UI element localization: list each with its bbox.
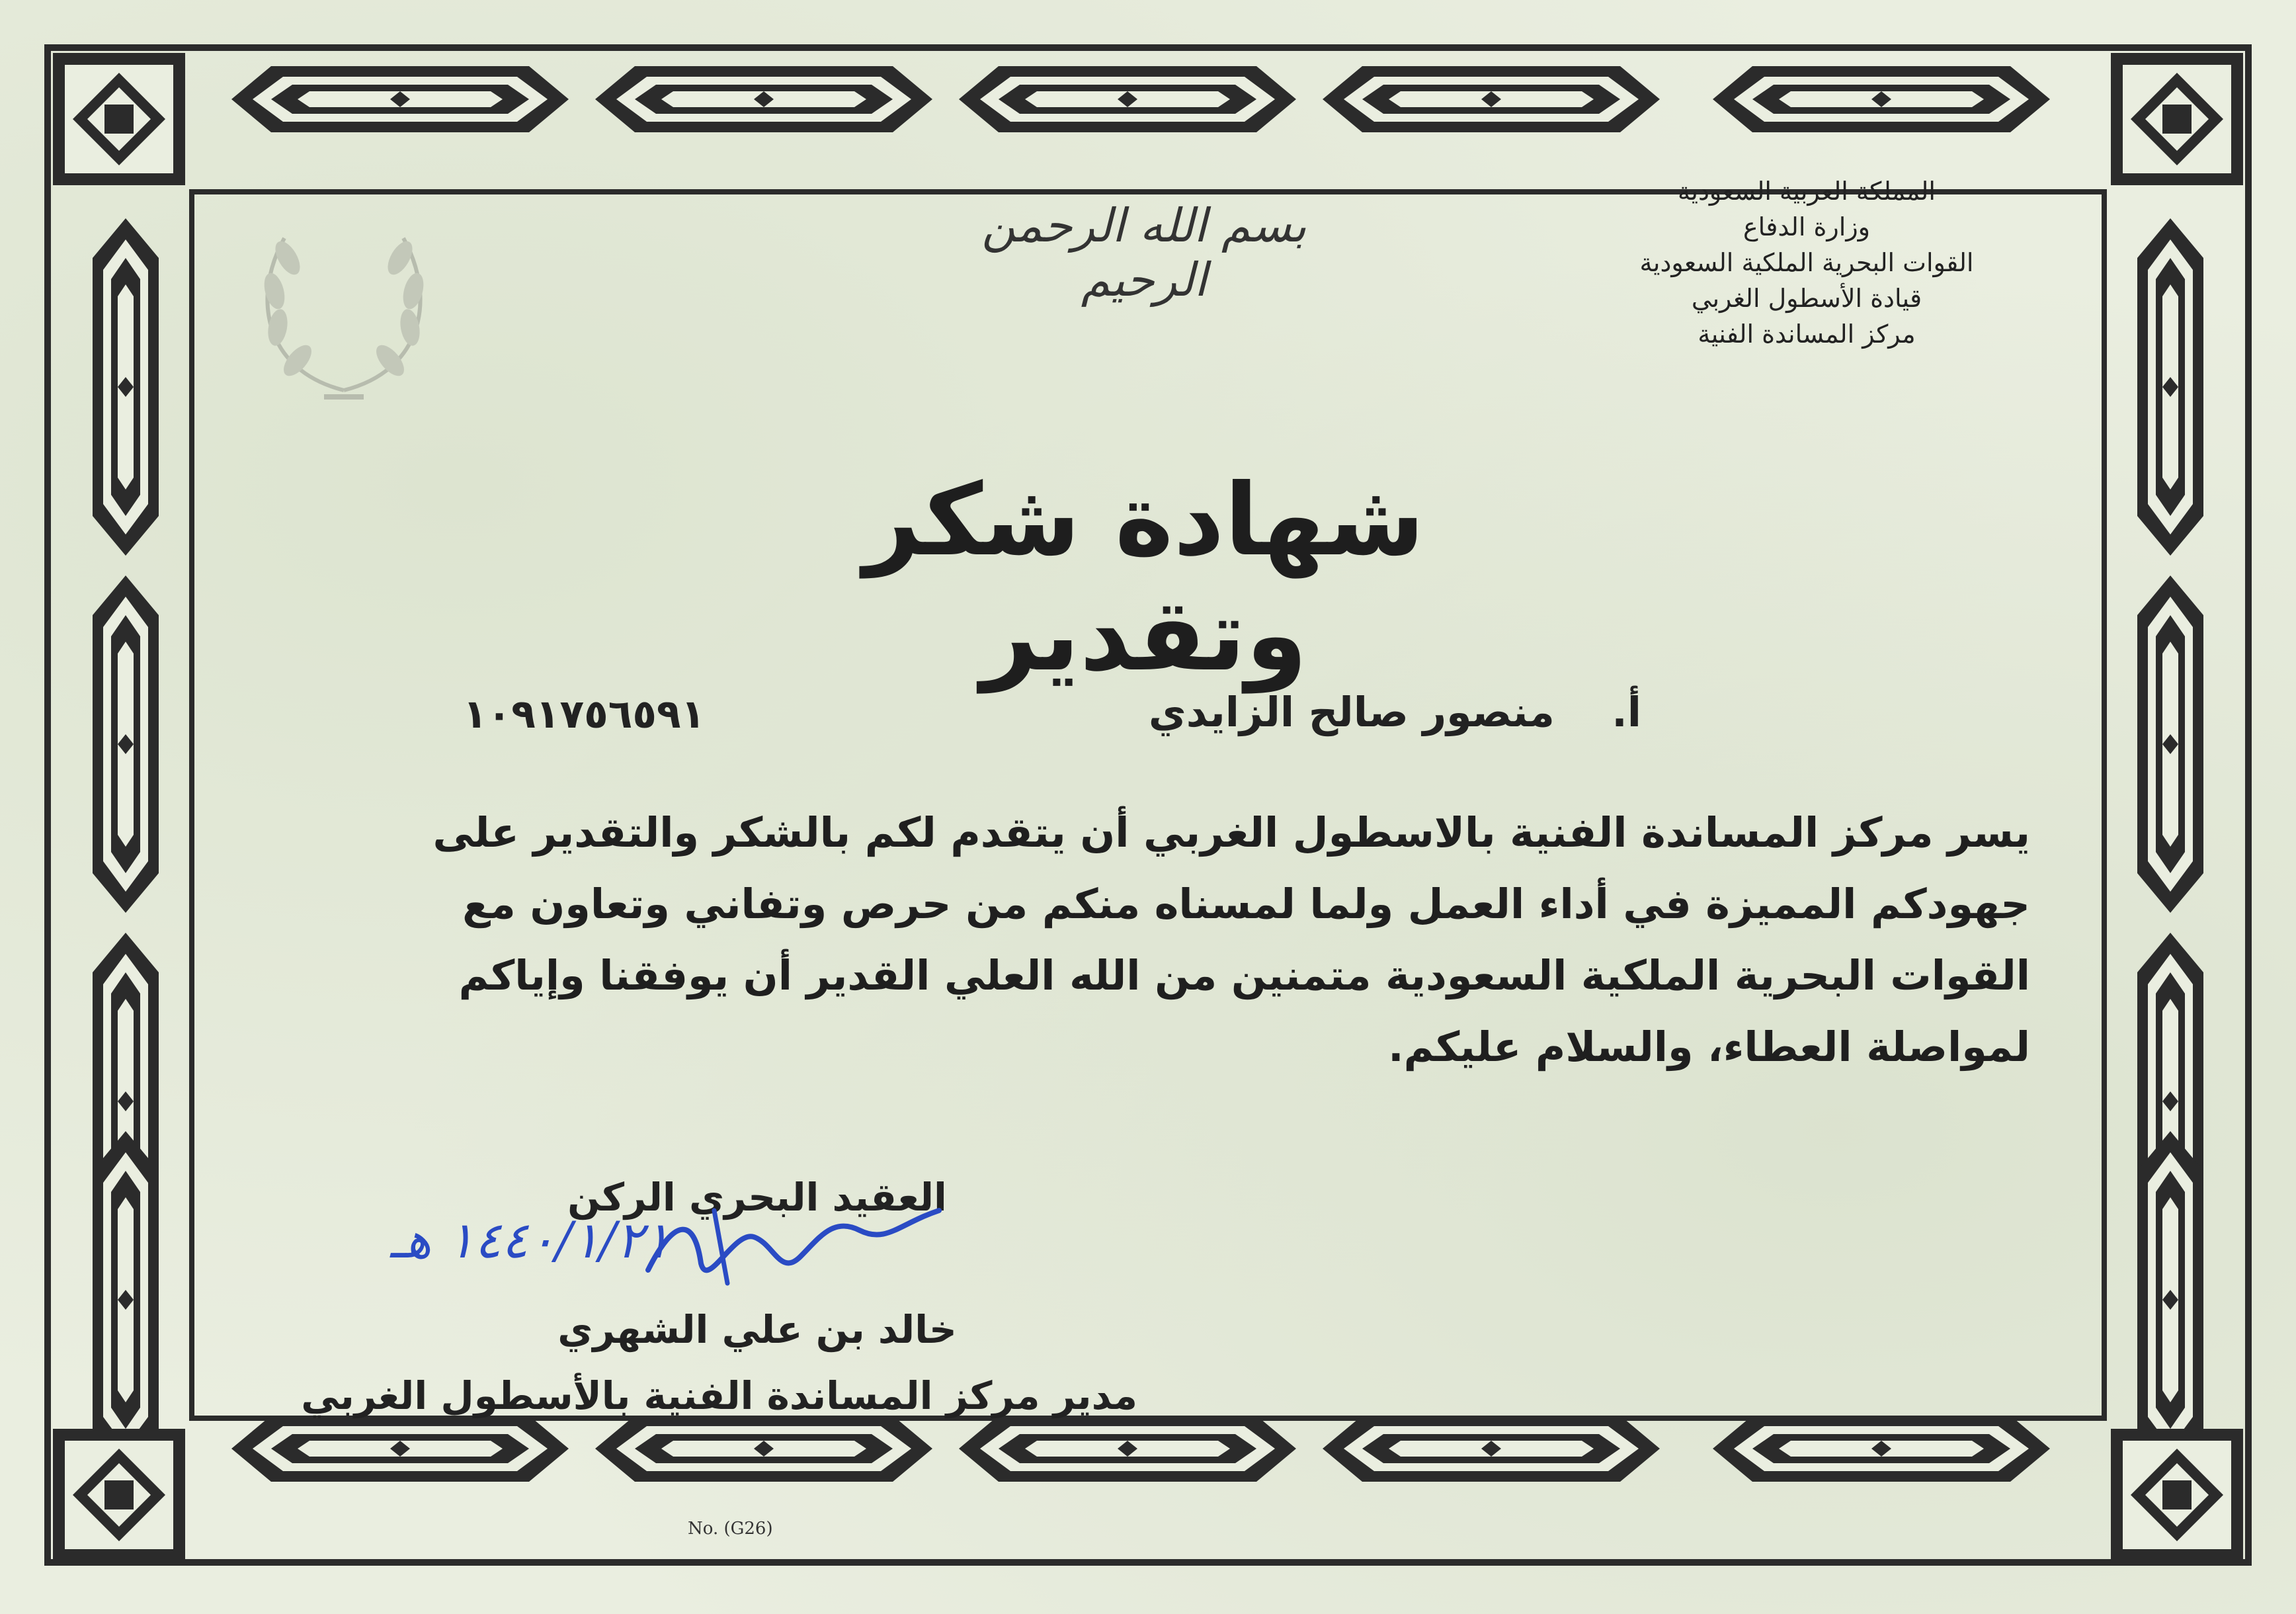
- ministry-header: [1595, 173, 2018, 352]
- certificate-title: شهادة شكر وتقدير: [863, 463, 1425, 693]
- body-line: جهودكم المميزة في أداء العمل ولما لمسناه منكم من حرص وتفاني وتعاون مع: [462, 880, 2030, 928]
- recipient-name: منصور صالح الزايدي: [1148, 688, 1555, 736]
- ministry-line: المملكة العربية السعودية: [1678, 177, 1936, 206]
- recipient-prefix: أ.: [1612, 688, 1641, 736]
- body-line: يسر مركز المساندة الفنية بالاسطول الغربي أن يتقدم لكم بالشكر والتقدير على: [432, 808, 2030, 857]
- signatory-rank: العقيد البحري الركن: [567, 1175, 947, 1220]
- ministry-line: قيادة الأسطول الغربي: [1691, 284, 1922, 313]
- body-line: القوات البحرية الملكية السعودية متمنين من الله العلي القدير أن يوفقنا وإياكم: [458, 951, 2030, 999]
- wreath-emblem-icon: [225, 198, 463, 410]
- certificate-body: [265, 797, 2030, 1083]
- signatory-name: خالد بن علي الشهري: [557, 1307, 957, 1352]
- id-number: ١٠٩١٧٥٦٥٩١: [463, 691, 706, 738]
- ministry-line: مركز المساندة الفنية: [1698, 319, 1916, 349]
- signature-scribble-icon: [635, 1191, 952, 1296]
- handwritten-date: ١٤٤٠/١/٢١ هـ: [390, 1210, 671, 1269]
- body-line: لمواصلة العطاء، والسلام عليكم.: [1388, 1023, 2030, 1071]
- ministry-line: وزارة الدفاع: [1742, 212, 1871, 241]
- ministry-line: القوات البحرية الملكية السعودية: [1639, 248, 1974, 277]
- signatory-position: مدير مركز المساندة الفنية بالأسطول الغربي: [301, 1373, 1137, 1418]
- recipient: [1149, 688, 1641, 736]
- form-number: No. (G26): [688, 1519, 773, 1539]
- basmala: بسم الله الرحمن الرحيم: [981, 198, 1307, 307]
